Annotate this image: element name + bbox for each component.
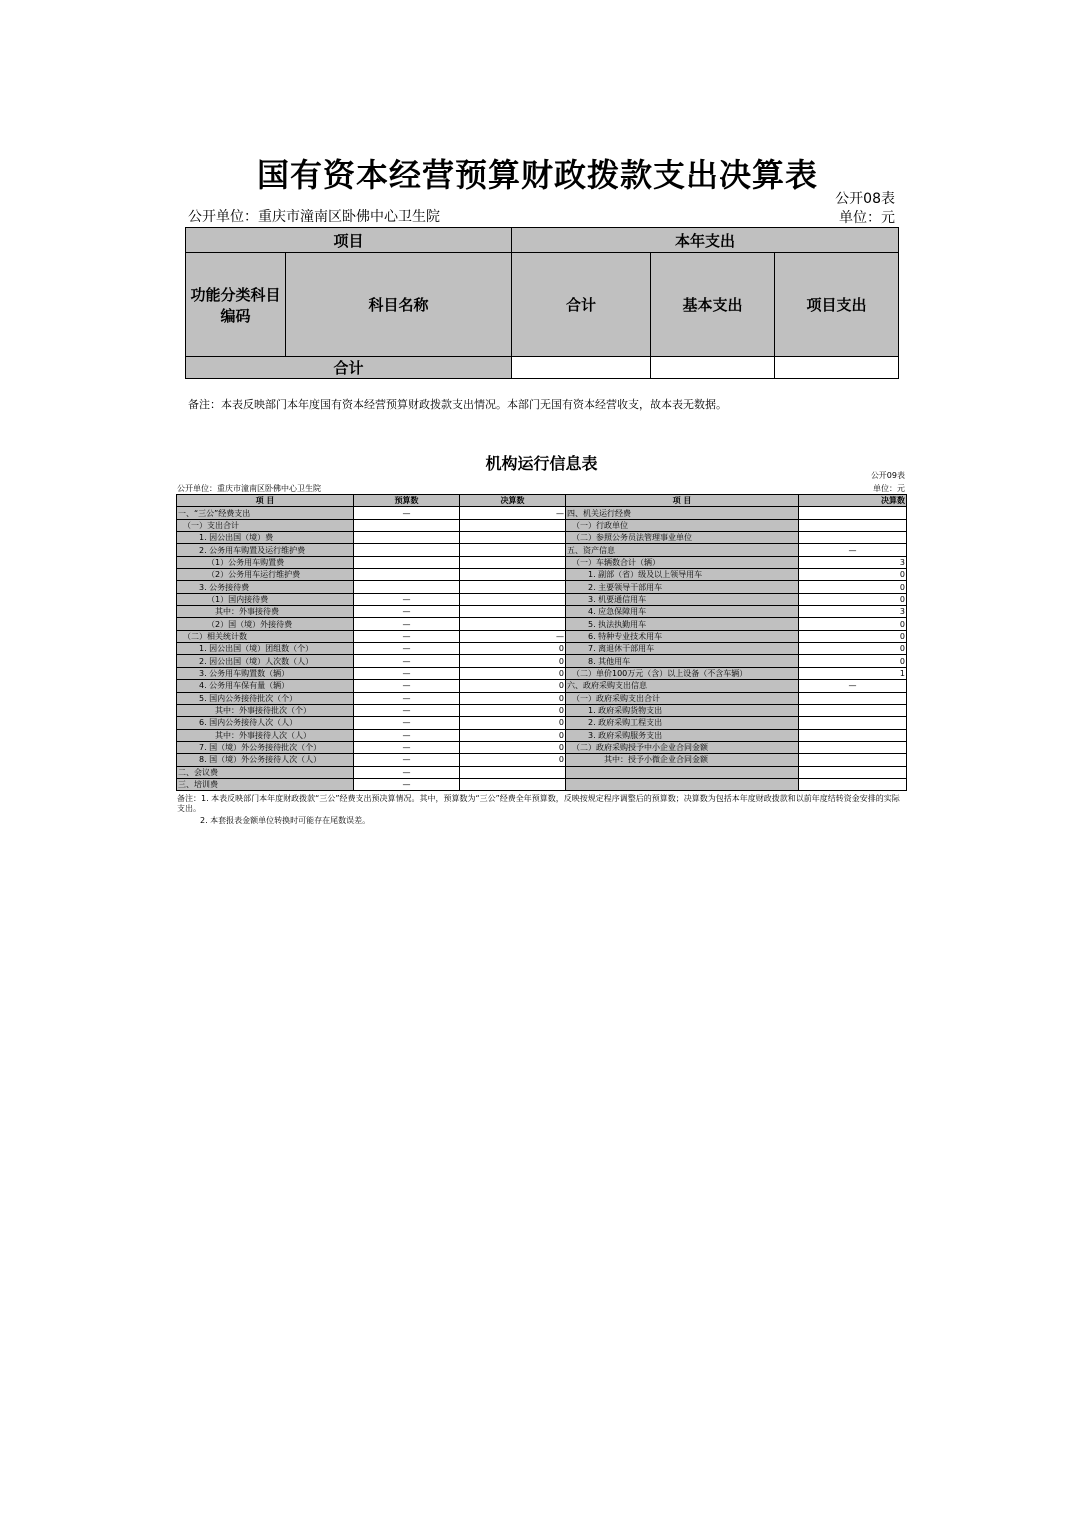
budget-value	[354, 569, 460, 581]
budget-value: —	[354, 680, 460, 692]
budget-value	[354, 519, 460, 531]
right-final-value: 0	[799, 569, 907, 581]
budget-expense-table	[185, 227, 899, 379]
table2-code: 公开09表	[870, 471, 905, 480]
right-item-label: （二）参照公务员法管理事业单位	[566, 532, 799, 544]
table-row	[177, 704, 907, 716]
table-row	[177, 569, 907, 581]
header-current-year-expense: 本年支出	[512, 228, 899, 253]
table-row	[177, 766, 907, 778]
table-row	[177, 556, 907, 568]
table-row	[177, 507, 907, 519]
left-item-label: 其中：外事接待批次（个）	[177, 704, 354, 716]
table2-money-unit: 单位：元	[873, 484, 905, 493]
table-row	[177, 729, 907, 741]
right-item-label: （一）车辆数合计（辆）	[566, 556, 799, 568]
operation-info-table	[176, 494, 907, 791]
right-item-label: 2. 政府采购工程支出	[566, 717, 799, 729]
right-final-value	[799, 692, 907, 704]
right-item-label: 四、机关运行经费	[566, 507, 799, 519]
table2-unit-line: 公开单位：重庆市潼南区卧佛中心卫生院	[177, 484, 321, 493]
right-final-value	[799, 532, 907, 544]
final-value: 0	[460, 754, 566, 766]
header-subject-name: 科目名称	[286, 253, 512, 357]
left-item-label: 2. 因公出国（境）人次数（人）	[177, 655, 354, 667]
right-final-value	[799, 507, 907, 519]
final-value: 0	[460, 692, 566, 704]
table-row	[177, 532, 907, 544]
table-row	[177, 630, 907, 642]
total-value	[512, 357, 651, 379]
table-row	[177, 741, 907, 753]
header-right-final: 决算数	[799, 495, 907, 507]
header-basic: 基本支出	[651, 253, 775, 357]
table-row	[177, 667, 907, 679]
final-value: 0	[460, 667, 566, 679]
right-item-label: 1. 政府采购货物支出	[566, 704, 799, 716]
left-item-label: 2. 公务用车购置及运行维护费	[177, 544, 354, 556]
final-value: 0	[460, 729, 566, 741]
right-item-label: 3. 政府采购服务支出	[566, 729, 799, 741]
table-row	[177, 655, 907, 667]
table1-unit-line: 公开单位：重庆市潼南区卧佛中心卫生院	[188, 209, 440, 225]
basic-value	[651, 357, 775, 379]
header-project: 项目	[186, 228, 512, 253]
budget-value: —	[354, 729, 460, 741]
final-value	[460, 593, 566, 605]
right-final-value	[799, 766, 907, 778]
left-item-label: 3. 公务接待费	[177, 581, 354, 593]
right-item-label: 其中：授予小微企业合同金额	[566, 754, 799, 766]
final-value: 0	[460, 680, 566, 692]
header-func-code: 功能分类科目编码	[186, 253, 286, 357]
table-row	[177, 754, 907, 766]
header-project-expense: 项目支出	[775, 253, 899, 357]
total-row-label: 合计	[186, 357, 512, 379]
right-final-value: 0	[799, 618, 907, 630]
right-item-label	[566, 766, 799, 778]
right-item-label	[566, 778, 799, 790]
left-item-label: （2）公务用车运行维护费	[177, 569, 354, 581]
right-item-label: 8. 其他用车	[566, 655, 799, 667]
right-item-label: 1. 副部（省）级及以上领导用车	[566, 569, 799, 581]
table-row	[177, 717, 907, 729]
right-item-label: 6. 特种专业技术用车	[566, 630, 799, 642]
right-final-value: —	[799, 544, 907, 556]
right-final-value	[799, 704, 907, 716]
table-row	[177, 618, 907, 630]
table-row	[177, 606, 907, 618]
right-item-label: 六、政府采购支出信息	[566, 680, 799, 692]
right-item-label: 4. 应急保障用车	[566, 606, 799, 618]
left-item-label: 3. 公务用车购置数（辆）	[177, 667, 354, 679]
final-value: 0	[460, 717, 566, 729]
table-row	[177, 680, 907, 692]
final-value: 0	[460, 741, 566, 753]
budget-value: —	[354, 692, 460, 704]
header-budget: 预算数	[354, 495, 460, 507]
left-item-label: 一、“三公”经费支出	[177, 507, 354, 519]
left-item-label: 1. 因公出国（境）费	[177, 532, 354, 544]
right-final-value: 0	[799, 643, 907, 655]
budget-value: —	[354, 507, 460, 519]
header-left-item: 项 目	[177, 495, 354, 507]
right-item-label: 3. 机要通信用车	[566, 593, 799, 605]
table-row	[177, 692, 907, 704]
table-row	[177, 778, 907, 790]
final-value: 0	[460, 655, 566, 667]
table1-code: 公开08表	[835, 191, 895, 207]
final-value	[460, 569, 566, 581]
right-item-label: （一）行政单位	[566, 519, 799, 531]
final-value	[460, 606, 566, 618]
right-final-value: 3	[799, 556, 907, 568]
left-item-label: 4. 公务用车保有量（辆）	[177, 680, 354, 692]
right-final-value	[799, 717, 907, 729]
final-value	[460, 556, 566, 568]
project-value	[775, 357, 899, 379]
right-final-value	[799, 754, 907, 766]
left-item-label: 8. 国（境）外公务接待人次（人）	[177, 754, 354, 766]
table-row	[177, 593, 907, 605]
budget-value: —	[354, 667, 460, 679]
budget-value: —	[354, 618, 460, 630]
right-final-value	[799, 778, 907, 790]
left-item-label: （1）公务用车购置费	[177, 556, 354, 568]
table1-note: 备注：本表反映部门本年度国有资本经营预算财政拨款支出情况。本部门无国有资本经营收支，故本表无数据。	[188, 398, 727, 411]
right-final-value	[799, 729, 907, 741]
right-final-value: 0	[799, 655, 907, 667]
right-item-label: 5. 执法执勤用车	[566, 618, 799, 630]
header-right-item: 项 目	[566, 495, 799, 507]
left-item-label: 5. 国内公务接待批次（个）	[177, 692, 354, 704]
final-value: —	[460, 630, 566, 642]
left-item-label: 三、培训费	[177, 778, 354, 790]
budget-value: —	[354, 655, 460, 667]
budget-value: —	[354, 717, 460, 729]
header-total: 合计	[512, 253, 651, 357]
left-item-label: 7. 国（境）外公务接待批次（个）	[177, 741, 354, 753]
left-item-label: 6. 国内公务接待人次（人）	[177, 717, 354, 729]
right-final-value: 0	[799, 630, 907, 642]
right-item-label: （二）单价100万元（含）以上设备（不含车辆）	[566, 667, 799, 679]
budget-value: —	[354, 630, 460, 642]
table-row	[177, 581, 907, 593]
budget-value: —	[354, 606, 460, 618]
header-final: 决算数	[460, 495, 566, 507]
right-final-value	[799, 741, 907, 753]
left-item-label: （2）国（境）外接待费	[177, 618, 354, 630]
left-item-label: （1）国内接待费	[177, 593, 354, 605]
final-value	[460, 519, 566, 531]
left-item-label: （一）支出合计	[177, 519, 354, 531]
budget-value	[354, 581, 460, 593]
final-value	[460, 766, 566, 778]
budget-value: —	[354, 766, 460, 778]
budget-value	[354, 556, 460, 568]
left-item-label: 1. 因公出国（境）团组数（个）	[177, 643, 354, 655]
right-final-value: 0	[799, 593, 907, 605]
left-item-label: 其中：外事接待人次（人）	[177, 729, 354, 741]
left-item-label: 其中：外事接待费	[177, 606, 354, 618]
left-item-label: （二）相关统计数	[177, 630, 354, 642]
table1-title: 国有资本经营预算财政拨款支出决算表	[256, 156, 818, 194]
budget-value: —	[354, 754, 460, 766]
table-row	[177, 643, 907, 655]
budget-value	[354, 532, 460, 544]
final-value	[460, 532, 566, 544]
right-final-value	[799, 519, 907, 531]
final-value: —	[460, 507, 566, 519]
budget-value: —	[354, 593, 460, 605]
table2-note2: 2. 本套报表金额单位转换时可能存在尾数误差。	[200, 816, 371, 825]
table2-note1: 备注：1. 本表反映部门本年度财政拨款“三公”经费支出预决算情况。其中，预算数为“三公”经费全年预算数，反映按规定程序调整后的预算数；决算数为包括本年度财政拨款和以前年度结转资金安排的实际支出。	[177, 794, 900, 813]
budget-value: —	[354, 741, 460, 753]
budget-value: —	[354, 643, 460, 655]
final-value	[460, 581, 566, 593]
final-value	[460, 544, 566, 556]
right-item-label: 2. 主要领导干部用车	[566, 581, 799, 593]
right-item-label: （一）政府采购支出合计	[566, 692, 799, 704]
table-row	[177, 519, 907, 531]
right-final-value: 0	[799, 581, 907, 593]
budget-value: —	[354, 778, 460, 790]
right-item-label: 7. 离退休干部用车	[566, 643, 799, 655]
final-value: 0	[460, 643, 566, 655]
right-item-label: （二）政府采购授予中小企业合同金额	[566, 741, 799, 753]
table-row	[177, 544, 907, 556]
left-item-label: 二、会议费	[177, 766, 354, 778]
budget-value: —	[354, 704, 460, 716]
right-final-value: 3	[799, 606, 907, 618]
right-final-value: —	[799, 680, 907, 692]
budget-value	[354, 544, 460, 556]
final-value	[460, 778, 566, 790]
table1-money-unit: 单位：元	[839, 210, 895, 226]
table2-title: 机构运行信息表	[485, 454, 598, 473]
right-final-value: 1	[799, 667, 907, 679]
right-item-label: 五、资产信息	[566, 544, 799, 556]
final-value	[460, 618, 566, 630]
final-value: 0	[460, 704, 566, 716]
